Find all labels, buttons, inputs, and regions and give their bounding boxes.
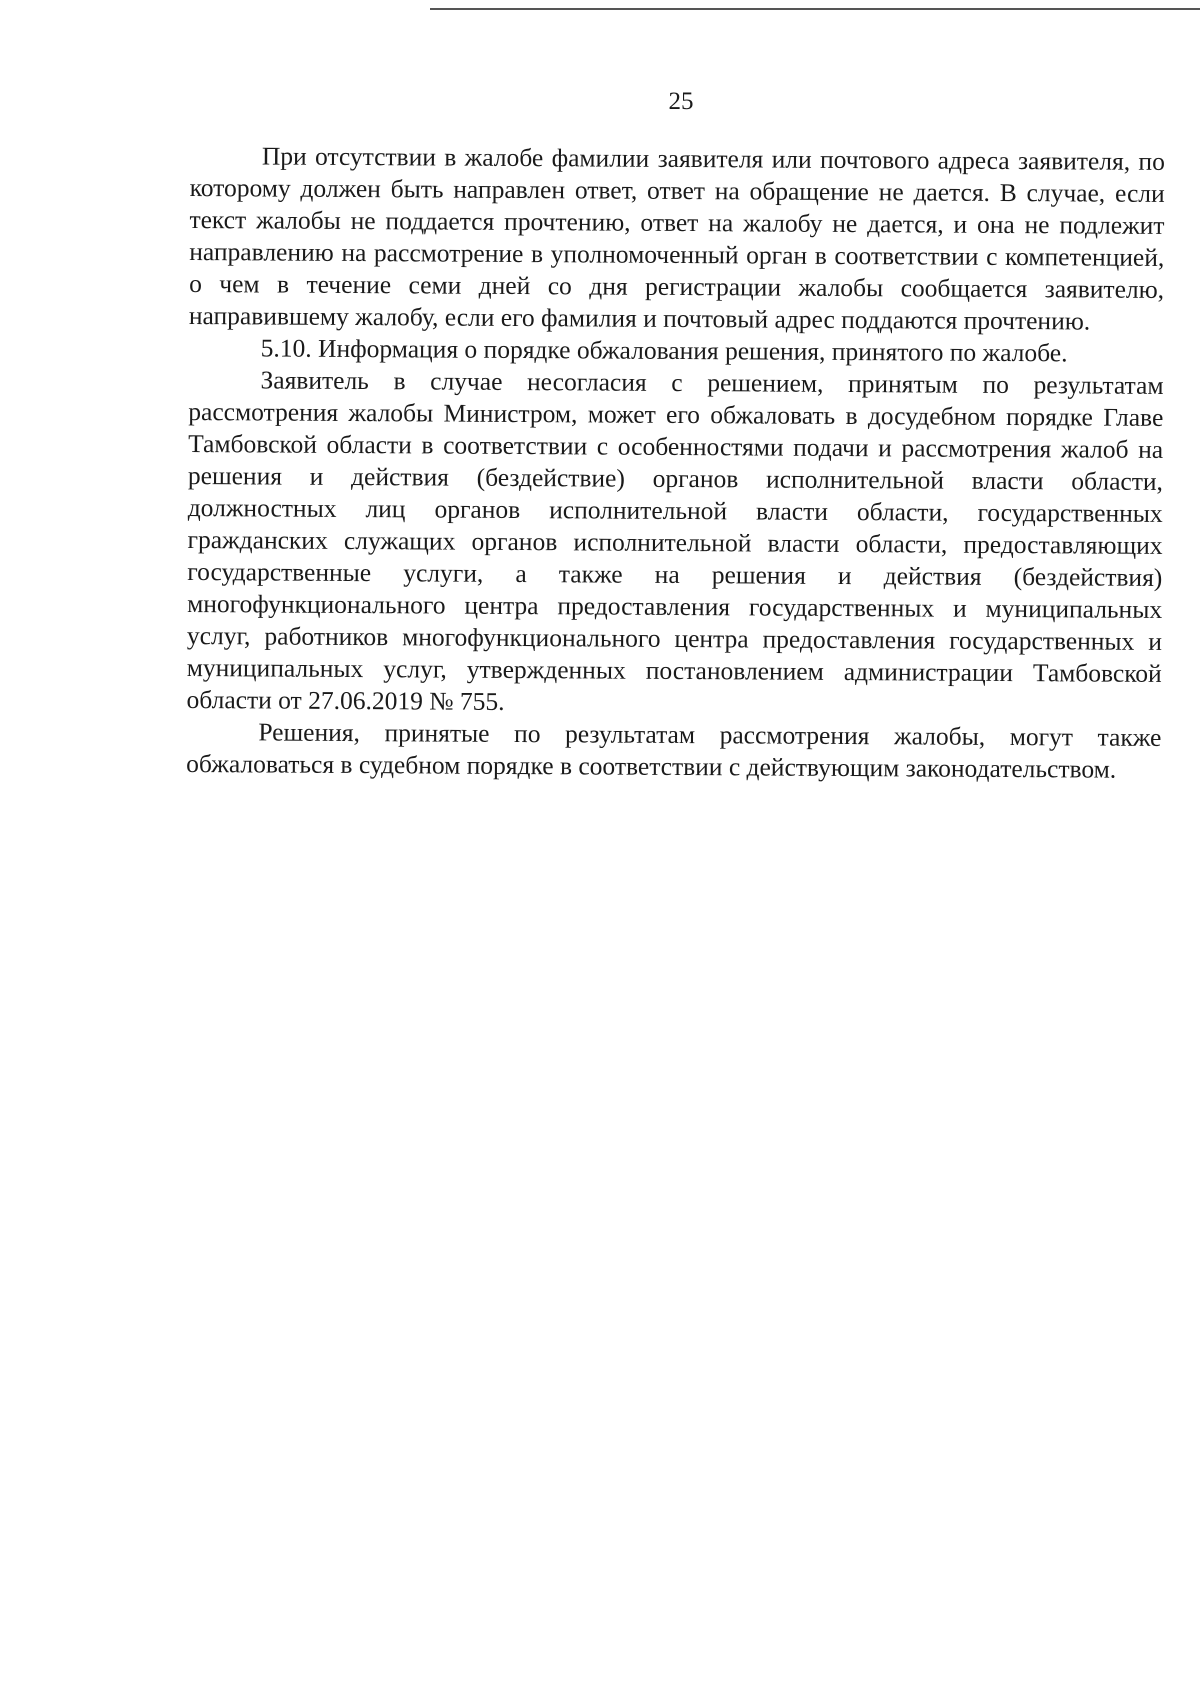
section-heading-5-10: 5.10. Информация о порядке обжалования решения, принятого по жалобе. [260,333,1068,368]
document-body [186,140,1165,786]
paragraph-court-appeal: Решения, принятые по результатам рассмотрения жалобы, могут также обжаловаться в судебном порядке в соответствии с действующим законодательством. [186,717,1162,784]
paragraph-no-surname: При отсутствии в жалобе фамилии заявителя или почтового адреса заявителя, по которому должен быть направлен ответ, ответ на обращение не дается. В случае, если текст жалобы не поддается прочтению, ответ на жалобу не дается, и она не подлежит направлению на рассмотрение в уполномоченный орган в соответствии с компетенцией, о чем в течение семи дней со дня регистрации жалобы сообщается заявителю, направившему жалобу, если его фамилия и почтовый адрес поддаются прочтению. [188,141,1165,336]
scan-border-line [430,8,1200,10]
paragraph-appeal-procedure: Заявитель в случае несогласия с решением, принятым по результатам рассмотрения жалобы Министром, может его обжаловать в досудебном порядке Главе Тамбовской области в соответствии с особенностями подачи и рассмотрения жалоб на решения и действия (бездействие) органов исполнительной власти области, должностных лиц органов исполнительной власти области, государственных гражданских служащих органов исполнительной власти области, предоставляющих государственные услуги, а также на решения и действия (бездействия) многофункционального центра предоставления государственных и муниципальных услуг, работников многофункционального центра предоставления государственных и муниципальных услуг, утвержденных постановлением администрации Тамбовской области от 27.06.2019 № 755. [186,365,1164,716]
page-number: 25 [668,88,694,115]
